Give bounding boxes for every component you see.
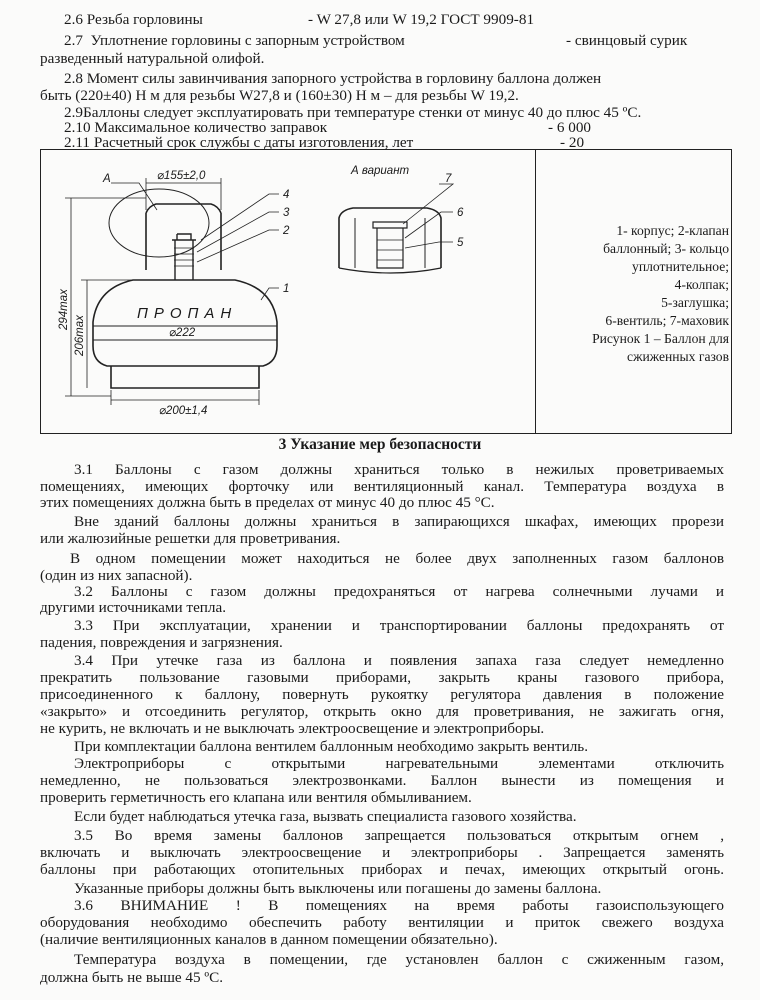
body-line: 3.1 Баллоны с газом должны храниться только в нежилых проветриваемых <box>74 461 724 478</box>
spec-value-2-11: - 20 <box>560 134 585 151</box>
spec-line-2-9: 2.9Баллоны следует эксплуатировать при температуре стенки от минус 40 до плюс 45 ºС. <box>64 104 642 121</box>
dim-bottom: ⌀200±1,4 <box>159 405 208 417</box>
body-line: прекратить пользование газовыми приборами, закрыть краны газового прибора, <box>40 669 724 686</box>
body-line: оборудования необходимо обеспечить работу вентиляции и приток свежего воздуха <box>40 914 724 931</box>
callout-5: 5 <box>457 237 464 249</box>
body-line: Если будет наблюдаться утечка газа, вызвать специалиста газового хозяйства. <box>74 808 577 825</box>
body-line: 3.6 ВНИМАНИЕ ! В помещениях на время работы газоиспользующего <box>74 897 724 914</box>
dim-h2: 206max <box>74 315 86 356</box>
body-line: падения, повреждения и загрязнения. <box>40 634 283 651</box>
body-line: В одном помещении может находиться не более двух заполненных газом баллонов <box>70 550 724 567</box>
tank-text: ПРОПАН <box>137 305 238 322</box>
body-line: включать и выключать электроосвещение и электроприборы . Запрещается заменять <box>40 844 724 861</box>
figure-divider <box>535 150 536 433</box>
body-line: должна быть не выше 45 ºС. <box>40 969 224 986</box>
body-line: присоединенного к баллону, повернуть рукоятку регулятора давления в положение <box>40 686 724 703</box>
body-line: 3.5 Во время замены баллонов запрещается пользоваться открытым огнем , <box>74 827 724 844</box>
spec-line-2-8-cont: быть (220±40) Н м для резьбы W27,8 и (160±30) Н м – для резьбы W 19,2. <box>40 87 519 104</box>
spec-value-2-7: - свинцовый сурик <box>566 32 688 49</box>
callout-1: 1 <box>283 283 290 295</box>
valve-body <box>172 234 196 280</box>
figure-caption: 1- корпус; 2-клапан баллонный; 3- кольцо уплотнительное; 4-колпак; 5-заглушка; 6-вентиль; 7-маховик Рисунок 1 – Баллон для сжиженных газов <box>592 223 729 364</box>
body-line: или жалюзийные решетки для проветривания. <box>40 530 341 547</box>
figure-frame <box>40 149 732 434</box>
body-line: этих помещениях должна быть в пределах от минус 40 до плюс 45 °С. <box>40 494 495 511</box>
callout-6: 6 <box>457 207 464 219</box>
spec-line-2-8: 2.8 Момент силы завинчивания запорного устройства в горловину баллона должен <box>64 70 602 87</box>
tank-body <box>93 280 277 366</box>
callout-2: 2 <box>283 225 290 237</box>
body-line: помещениях, имеющих форточку или вентиляционный канал. Температура воздуха в <box>40 478 724 495</box>
body-line: Температура воздуха в помещении, где установлен баллон с сжиженным газом, <box>74 951 724 968</box>
body-line: «закрыто» и отсоединить регулятор, открыть окно для проветривания, не зажигать огня, <box>40 703 724 720</box>
dim-d: ⌀222 <box>169 327 196 339</box>
body-line: При комплектации баллона вентилем баллонным необходимо закрыть вентиль. <box>74 738 588 755</box>
detail-a-outline <box>109 189 209 257</box>
body-line: другими источниками тепла. <box>40 599 227 616</box>
dim-height2-line <box>81 280 133 388</box>
body-line: Электроприборы с открытыми нагревательными элементами отключить <box>74 755 724 772</box>
spec-line-2-10: 2.10 Максимальное количество заправок <box>64 119 328 136</box>
body-line: Вне зданий баллоны должны храниться в запирающихся шкафах, имеющих прорези <box>74 513 724 530</box>
body-line: Указанные приборы должны быть выключены или погашены до замены баллона. <box>74 880 602 897</box>
variant-valve <box>373 222 407 268</box>
body-line: 3.2 Баллоны с газом должны предохраняться от нагрева солнечными лучами и <box>74 583 724 600</box>
body-line: 3.3 При эксплуатации, хранении и транспортировании баллоны предохранять от <box>74 617 724 634</box>
spec-line-2-7-cont: разведенный натуральной олифой. <box>40 50 265 67</box>
section-title: 3 Указание мер безопасности <box>278 436 482 453</box>
spec-value-2-6: - W 27,8 или W 19,2 ГОСТ 9909-81 <box>308 11 535 28</box>
spec-line-2-6: 2.6 Резьба горловины <box>64 11 203 28</box>
body-line: (один из них запасной). <box>40 567 193 584</box>
callout-3: 3 <box>283 207 290 219</box>
spec-line-2-11: 2.11 Расчетный срок службы с даты изготовления, лет <box>64 134 414 151</box>
callout-7: 7 <box>445 173 452 185</box>
dim-h1: 294max <box>58 289 70 330</box>
label-a: А <box>103 173 111 185</box>
variant-collar <box>339 208 441 268</box>
spec-line-2-7: 2.7 Уплотнение горловины с запорным устройством <box>64 32 405 49</box>
body-line: немедленно, не пользоваться электрозвонками. Баллон вынести из помещения и <box>40 772 724 789</box>
body-line: проверить герметичность его клапана или вентиля обмыливанием. <box>40 789 472 806</box>
cylinder-drawing <box>41 150 535 433</box>
callout-4: 4 <box>283 189 290 201</box>
foot-ring <box>111 366 259 388</box>
dim-top-line <box>146 178 221 210</box>
body-line: 3.4 При утечке газа из баллона и появления запаха газа следует немедленно <box>74 652 724 669</box>
body-line: не курить, не включать и не выключать электроосвещение и электроприборы. <box>40 720 545 737</box>
body-line: (наличие вентиляционных каналов в данном помещении обязательно). <box>40 931 498 948</box>
body-line: баллоны при работающих отопительных приборах и печах, имеющих открытый огонь. <box>40 861 724 878</box>
variant-label: А вариант <box>351 165 410 177</box>
spec-value-2-10: - 6 000 <box>548 119 592 136</box>
dim-bottom-line <box>111 390 259 405</box>
dim-top: ⌀155±2,0 <box>157 170 206 182</box>
